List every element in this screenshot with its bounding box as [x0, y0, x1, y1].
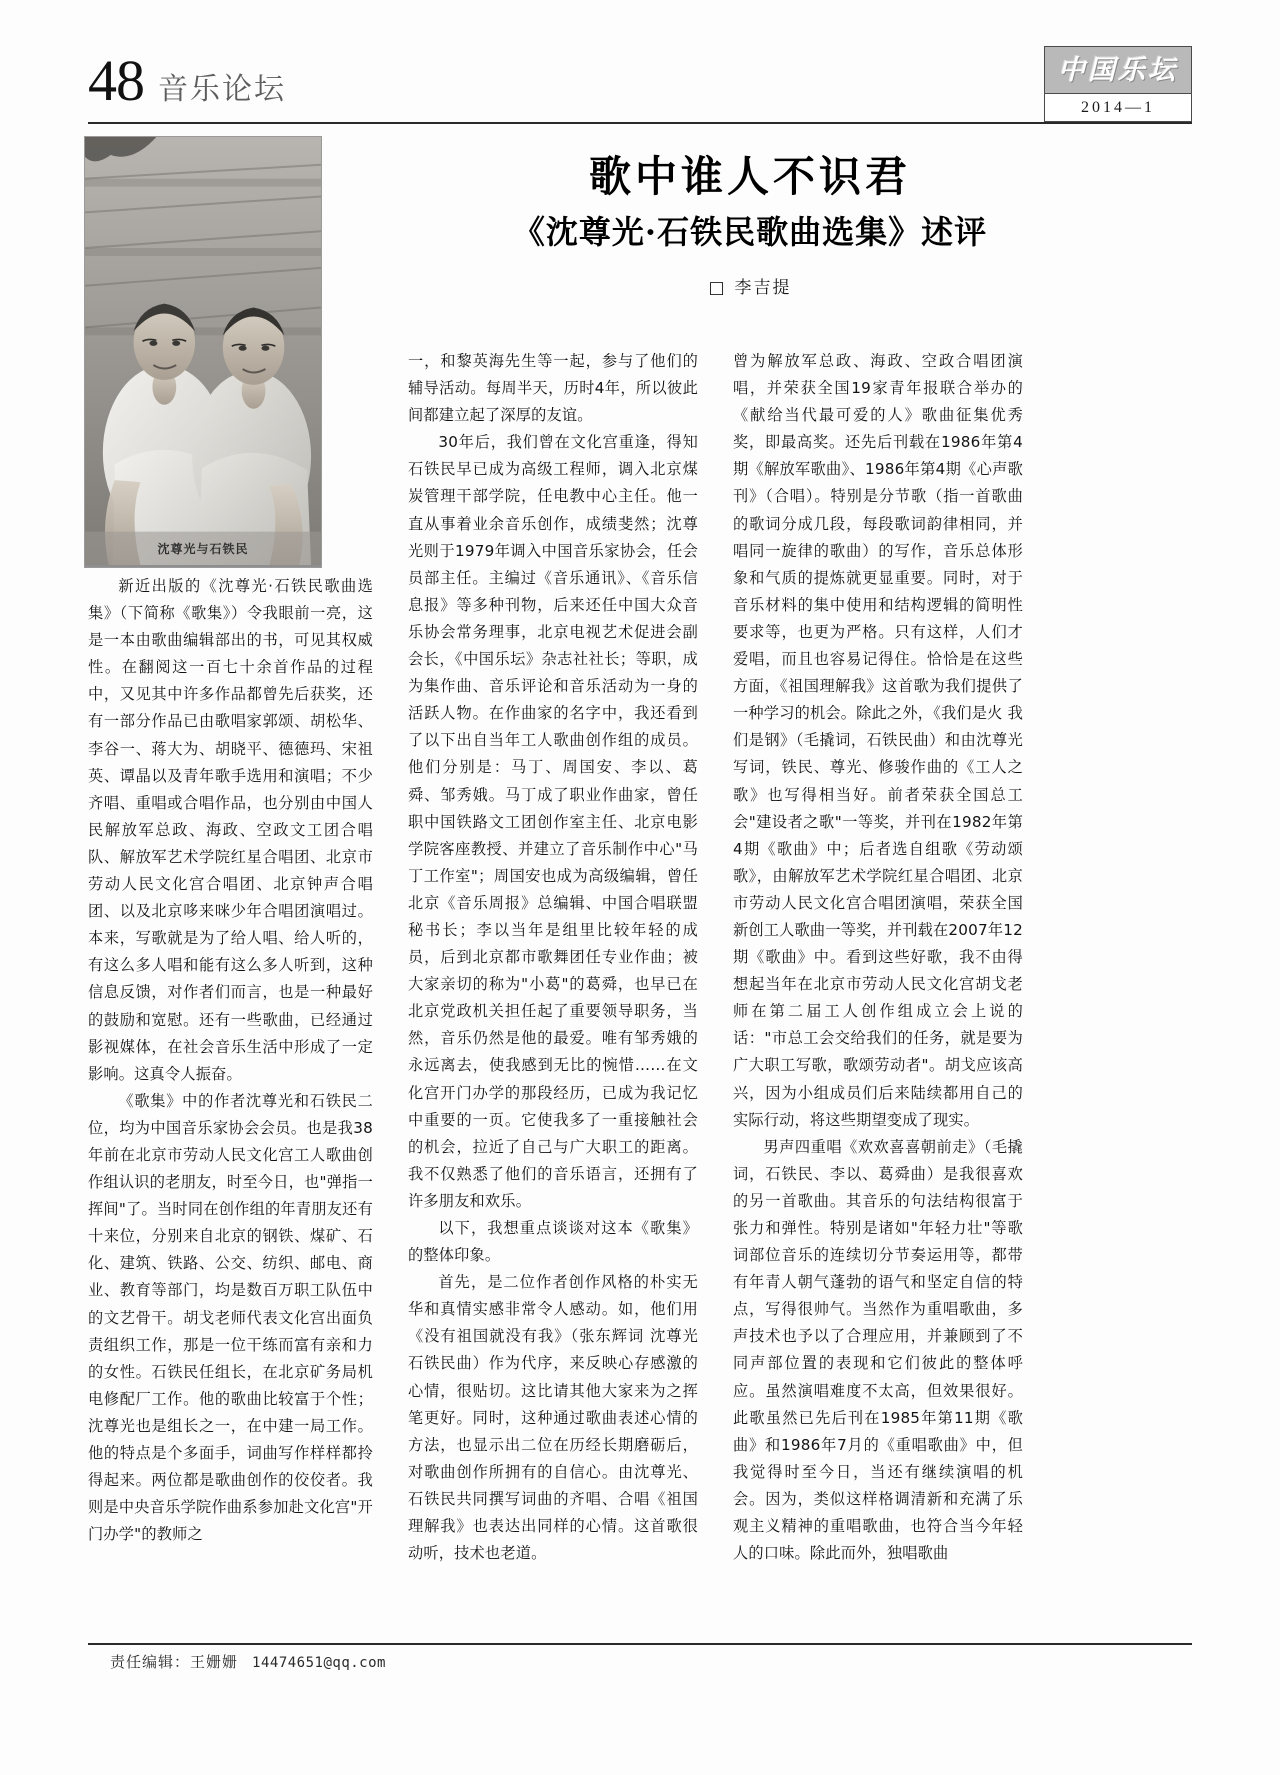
body-column-3 [733, 348, 1023, 1567]
section-label: 音乐论坛 [158, 72, 286, 107]
page-number: 48 [88, 48, 144, 113]
editor-name: 王姗姗 [190, 1653, 239, 1671]
byline-author: 李吉提 [734, 278, 792, 298]
title-block [430, 152, 1070, 300]
paragraph: 男声四重唱《欢欢喜喜朝前走》（毛撬词，石铁民、李以、葛舜曲）是我很喜欢的另一首歌曲。其音乐的句法结构很富于张力和弹性。特别是诸如"年轻力壮"等歌词部位音乐的连续切分节奏运用等，都带有年青人朝气蓬勃的语气和坚定自信的特点，写得很帅气。当然作为重唱歌曲，多声技术也予以了合理应用，并兼顾到了不同声部位置的表现和它们彼此的整体呼应。虽然演唱难度不太高，但效果很好。此歌虽然已先后刊在1985年第11期《歌曲》和1986年7月的《重唱歌曲》中，但我觉得时至今日，当还有继续演唱的机会。因为，类似这样格调清新和充满了乐观主义精神的重唱歌曲，也符合当今年轻人的口味。除此而外，独唱歌曲 [733, 1137, 1023, 1563]
paragraph: 曾为解放军总政、海政、空政合唱团演唱，并荣获全国19家青年报联合举办的《献给当代最可爱的人》歌曲征集优秀奖，即最高奖。还先后刊载在1986年第4期《解放军歌曲》、1986年第4期《心声歌刊》（合唱）。特别是分节歌（指一首歌曲的歌词分成几段，每段歌词韵律相同，并唱同一旋律的歌曲）的写作，音乐总体形象和气质的提炼就更显重要。同时，对于音乐材料的集中使用和结构逻辑的简明性要求等，也更为严格。只有这样，人们才爱唱，而且也容易记得住。恰恰是在这些方面，《祖国理解我》这首歌为我们提供了一种学习的机会。除此之外，《我们是火 我们是钢》（毛撬词，石铁民曲）和由沈尊光写词，铁民、尊光、修骏作曲的《工人之歌》也写得相当好。前者荣获全国总工会"建设者之歌"一等奖，并刊在1982年第4期《歌曲》中；后者选自组歌《劳动颂歌》，由解放军艺术学院红星合唱团、北京市劳动人民文化宫合唱团演唱，荣获全国新创工人歌曲一等奖，并刊载在2007年12期《歌曲》中。看到这些好歌，我不由得想起当年在北京市劳动人民文化宫胡戈老师在第二届工人创作组成立会上说的话："市总工会交给我们的任务，就是要为广大职工写歌，歌颂劳动者"。胡戈应该高兴，因为小组成员们后来陆续都用自己的实际行动，将这些期望变成了现实。 [733, 352, 1023, 1129]
byline-marker-icon: □ [708, 278, 727, 298]
footer-divider [88, 1643, 1192, 1645]
masthead-logo [1045, 47, 1191, 94]
paragraph: 30年后，我们曾在文化宫重逢，得知石铁民早已成为高级工程师，调入北京煤炭管理干部学院，任电教中心主任。他一直从事着业余音乐创作，成绩斐然；沈尊光则于1979年调入中国音乐家协会，任会员部主任。主编过《音乐通讯》、《音乐信息报》等多种刊物，后来还任中国大众音乐协会常务理事，北京电视艺术促进会副会长，《中国乐坛》杂志社社长；等职，成为集作曲、音乐评论和音乐活动为一身的活跃人物。在作曲家的名字中，我还看到了以下出自当年工人歌曲创作组的成员。他们分别是：马丁、周国安、李以、葛舜、邹秀娥。马丁成了职业作曲家，曾任职中国铁路文工团创作室主任、北京电影学院客座教授、并建立了音乐制作中心"马丁工作室"；周国安也成为高级编辑，曾任北京《音乐周报》总编辑、中国合唱联盟秘书长；李以当年是组里比较年轻的成员，后到北京都市歌舞团任专业作曲；被大家亲切的称为"小葛"的葛舜，也早已在北京党政机关担任起了重要领导职务，当然，音乐仍然是他的最爱。唯有邹秀娥的永远离去，使我感到无比的惋惜……在文化宫开门办学的那段经历，已成为我记忆中重要的一页。它使我多了一重接触社会的机会，拉近了自己与广大职工的距离。我不仅熟悉了他们的音乐语言，还拥有了许多朋友和欢乐。 [408, 433, 698, 1210]
body-column-2 [408, 348, 698, 1567]
photo-image [85, 137, 321, 565]
byline [430, 276, 1070, 300]
article-subtitle: 《沈尊光·石铁民歌曲选集》述评 [512, 213, 988, 251]
paragraph: 一，和黎英海先生等一起，参与了他们的辅导活动。每周半天，历时4年，所以彼此间都建立起了深厚的友谊。 [408, 352, 698, 425]
paragraph: 以下，我想重点谈谈对这本《歌集》的整体印象。 [408, 1219, 698, 1265]
paragraph: 《歌集》中的作者沈尊光和石铁民二位，均为中国音乐家协会会员。也是我38年前在北京市劳动人民文化宫工人歌曲创作组认识的老朋友，时至今日，也"弹指一挥间"了。当时同在创作组的年青朋友还有十来位，分别来自北京的钢铁、煤矿、石化、建筑、铁路、公交、纺织、邮电、商业、教育等部门，均是数百万职工队伍中的文艺骨干。胡戈老师代表文化宫出面负责组织工作，那是一位干练而富有亲和力的女性。石铁民任组长，在北京矿务局机电修配厂工作。他的歌曲比较富于个性；沈尊光也是组长之一，在中建一局工作。他的特点是个多面手，词曲写作样样都拎得起来。两位都是歌曲创作的佼佼者。我则是中央音乐学院作曲系参加赴文化宫"开门办学"的教师之 [88, 1091, 373, 1544]
footer [110, 1650, 386, 1675]
article-photo [84, 136, 322, 568]
masthead-logo-text: 中国乐坛 [1058, 54, 1178, 86]
photo-caption: 沈尊光与石铁民 [157, 542, 249, 556]
editor-label: 责任编辑： [110, 1653, 191, 1671]
body-column-1 [88, 573, 373, 1548]
editor-email[interactable]: 14474651@qq.com [252, 1655, 386, 1671]
paragraph: 新近出版的《沈尊光·石铁民歌曲选集》（下简称《歌集》）令我眼前一亮，这是一本由歌曲编辑部出的书，可见其权威性。在翻阅这一百七十余首作品的过程中，又见其中许多作品都曾先后获奖，还有一部分作品已由歌唱家郭颂、胡松华、李谷一、蒋大为、胡晓平、德德玛、宋祖英、谭晶以及青年歌手选用和演唱；不少齐唱、重唱或合唱作品，也分别由中国人民解放军总政、海政、空政文工团合唱队、解放军艺术学院红星合唱团、北京市劳动人民文化宫合唱团、北京钟声合唱团、以及北京哆来咪少年合唱团演唱过。本来，写歌就是为了给人唱、给人听的，有这么多人唱和能有这么多人听到，这种信息反馈，对作者们而言，也是一种最好的鼓励和宽慰。还有一些歌曲，已经通过影视媒体，在社会音乐生活中形成了一定影响。这真令人振奋。 [88, 577, 373, 1083]
paragraph: 首先，是二位作者创作风格的朴实无华和真情实感非常令人感动。如，他们用《没有祖国就没有我》（张东辉词 沈尊光 石铁民曲）作为代序，来反映心存感激的心情，很贴切。这比请其他大家来为之挥笔更好。同时，这种通过歌曲表述心情的方法，也显示出二位在历经长期磨砺后，对歌曲创作所拥有的自信心。由沈尊光、石铁民共同撰写词曲的齐唱、合唱《祖国理解我》也表达出同样的心情。这首歌很动听，技术也老道。 [408, 1273, 698, 1563]
folio [88, 48, 286, 113]
masthead-box [1044, 46, 1192, 122]
masthead-issue: 2014—1 [1081, 98, 1155, 116]
page-header [88, 46, 1192, 122]
article-title: 歌中谁人不识君 [588, 152, 911, 201]
header-divider [88, 122, 1192, 124]
